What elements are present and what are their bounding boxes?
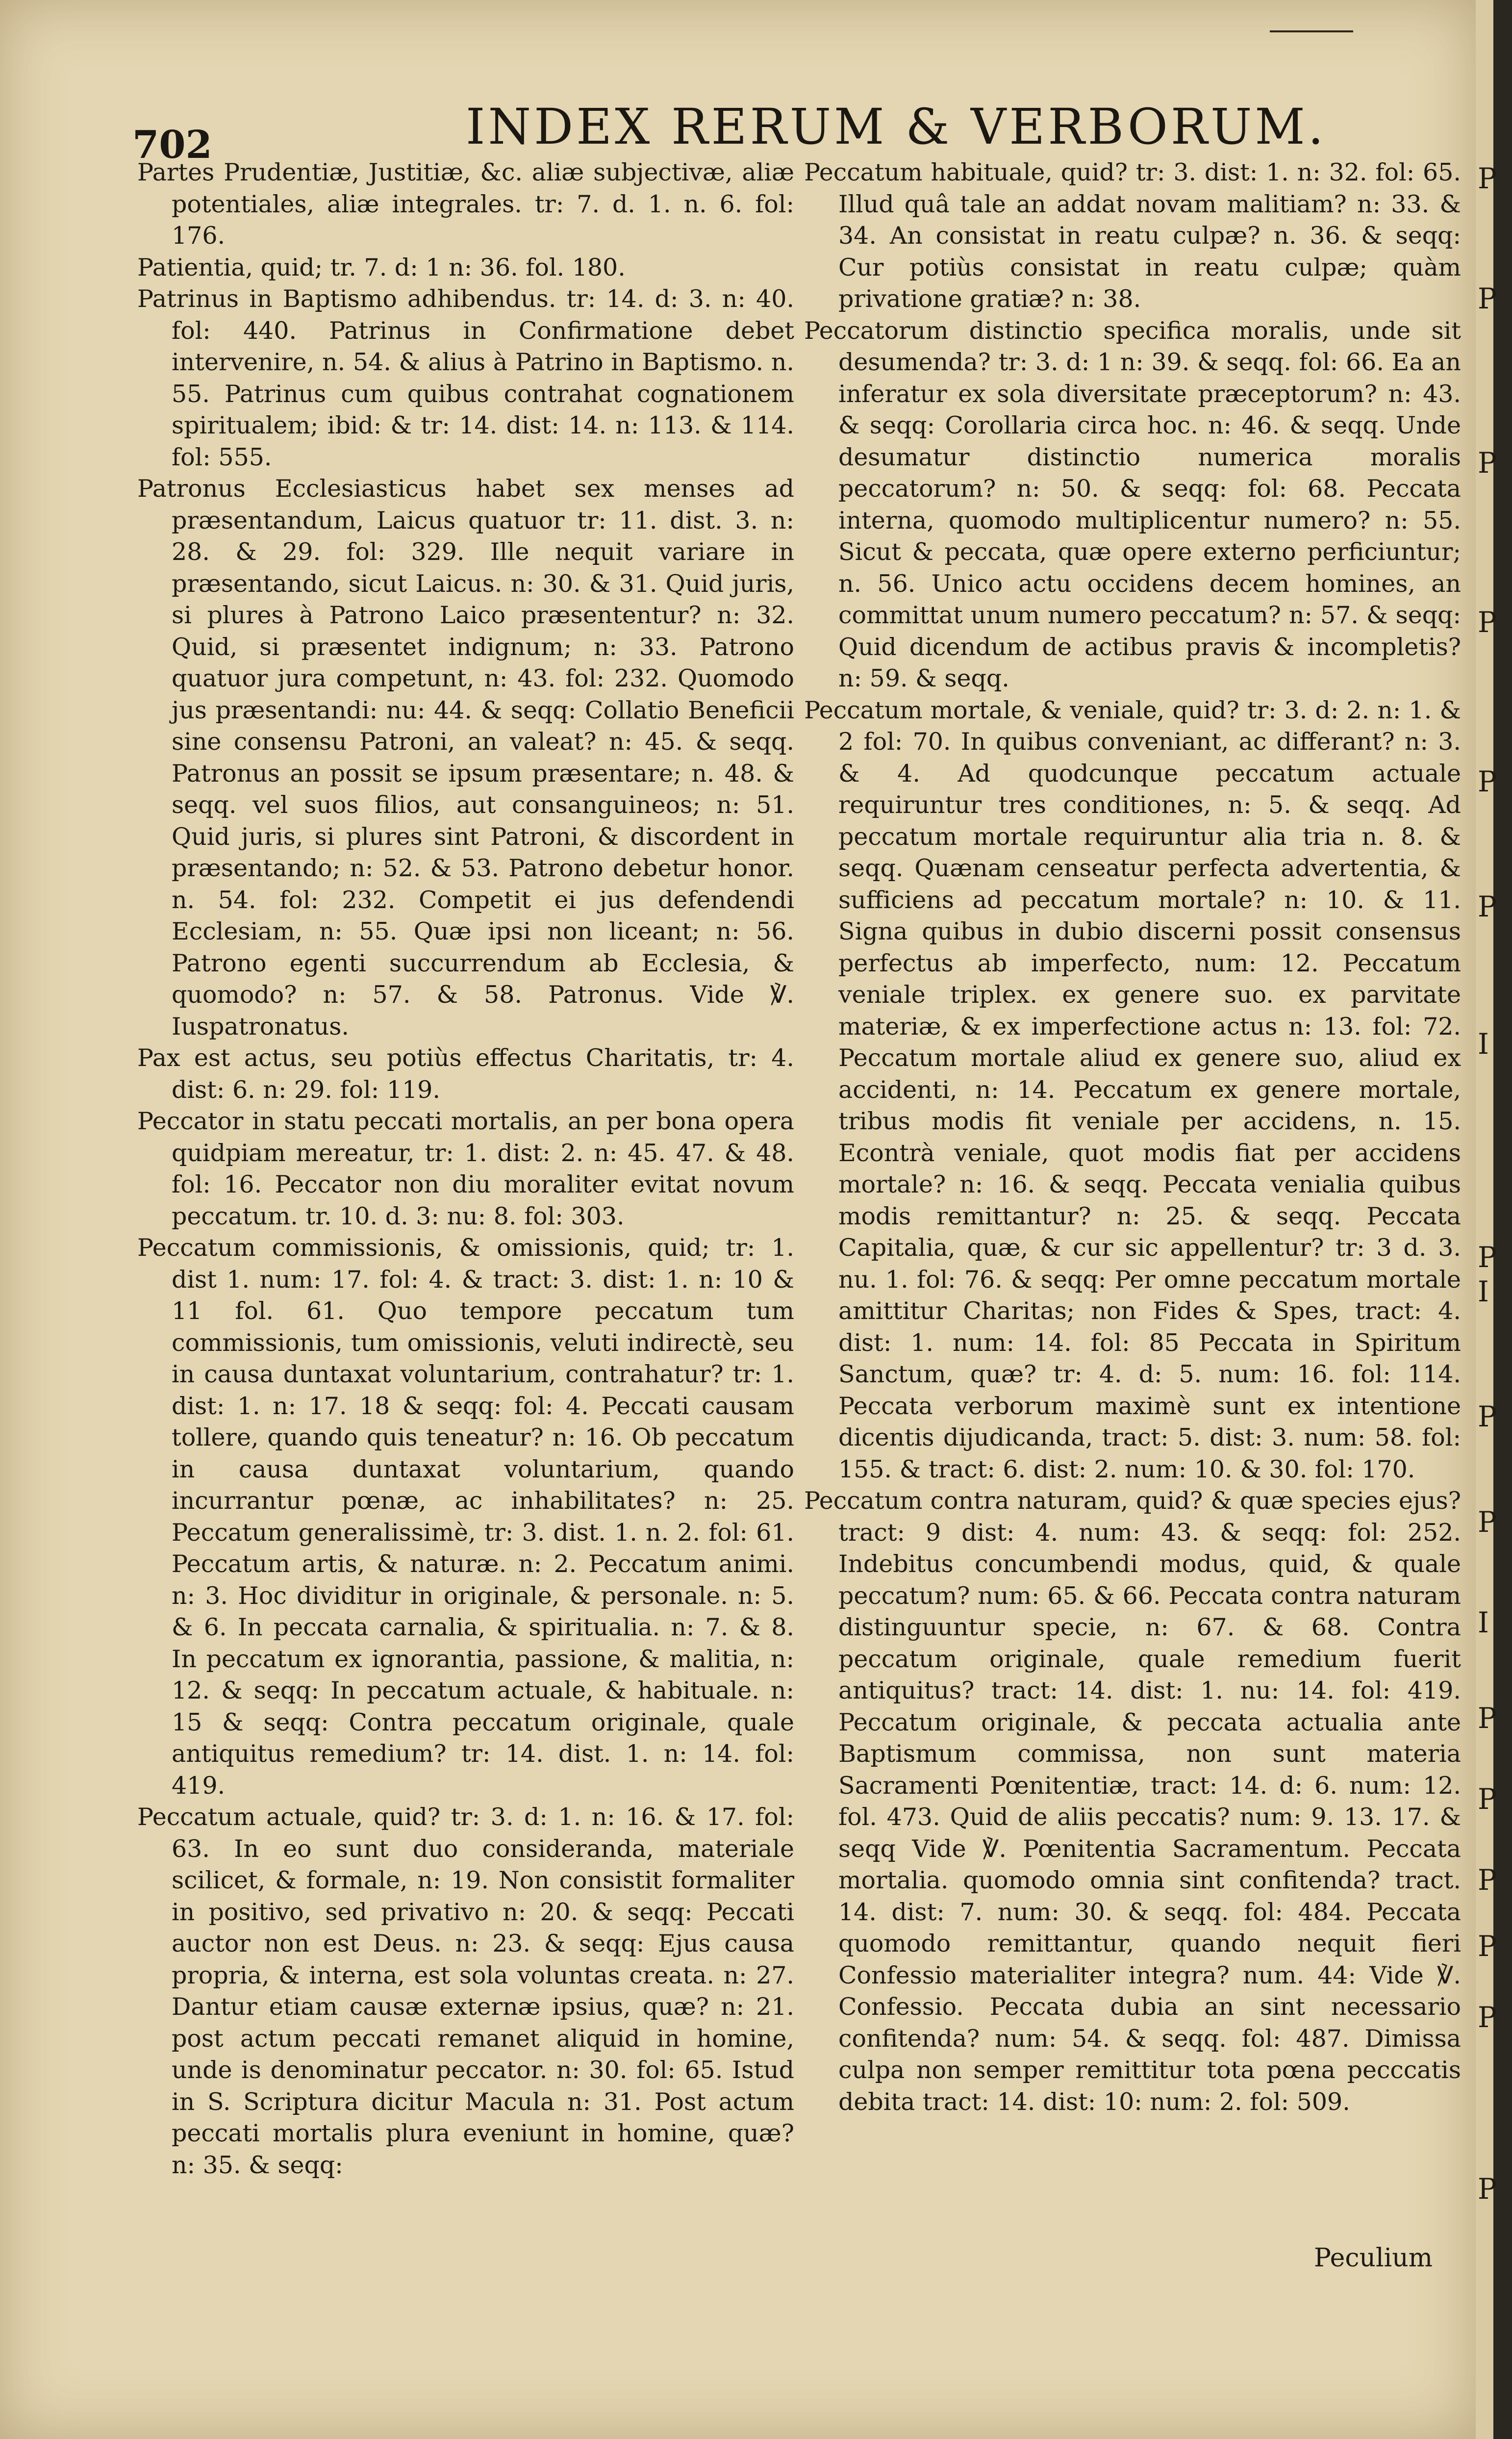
index-entry: Peccatum commissionis, & omissionis, quid; tr: 1. dist 1. num: 17. fol: 4. & tract: 3. dist: 1. n: 10 & 11 fol. 61. Quo tempore peccatum tum commissionis, tum omissionis, veluti indirectè, seu in causa duntaxat voluntarium, contrahatur? tr: 1. dist: 1. n: 17. 18 & seqq: fol: 4. Peccati causam tollere, quando quis teneatur? n: 16. Ob peccatum in causa duntaxat voluntarium, quando incurrantur pœnæ, ac inhabilitates? n: 25. Peccatum generalissimè, tr: 3. dist. 1. n. 2. fol: 61. Peccatum artis, & naturæ. n: 2. Peccatum animi. n: 3. Hoc dividitur in originale, & personale. n: 5. & 6. In peccata carnalia, & spiritualia. n: 7. & 8. In peccatum ex ignorantia, passione, & malitia, n: 12. & seqq: In peccatum actuale, & habituale. n: 15 & seqq: Contra peccatum originale, quale antiquitus remedium? tr: 14. dist. 1. n: 14. fol: 419. — [137, 1234, 794, 1800]
left-column — [137, 157, 794, 2181]
edge-letter: P — [1478, 282, 1497, 315]
edge-letter: I — [1478, 1606, 1489, 1639]
edge-letter: P — [1478, 606, 1497, 639]
index-entry: Peccatum habituale, quid? tr: 3. dist: 1. n: 32. fol: 65. Illud quâ tale an addat novam malitiam? n: 33. & 34. An consistat in reatu culpæ? n. 36. & seqq: Cur potiùs consistat in reatu culpæ; quàm privatione gratiæ? n: 38. — [804, 158, 1461, 313]
index-entry: Peccatum actuale, quid? tr: 3. d: 1. n: 16. & 17. fol: 63. In eo sunt duo consideranda, materiale scilicet, & formale, n: 19. Non consistit formaliter in positivo, sed privativo n: 20. & seqq: Peccati auctor non est Deus. n: 23. & seqq: Ejus causa propria, & interna, est sola voluntas creata. n: 27. Dantur etiam causæ externæ ipsius, quæ? n: 21. post actum peccati remanet aliquid in homine, unde is denominatur peccator. n: 30. fol: 65. Istud in S. Scriptura dicitur Macula n: 31. Post actum peccati mortalis plura eveniunt in homine, quæ? n: 35. & seqq: — [137, 1803, 794, 2179]
edge-letter: P — [1478, 1930, 1497, 1963]
index-entry: Patronus Ecclesiasticus habet sex menses ad præsentandum, Laicus quatuor tr: 11. dist. 3. n: 28. & 29. fol: 329. Ille nequit variare in præsentando, sicut Laicus. n: 30. & 31. Quid juris, si plures à Patrono Laico præsententur? n: 32. Quid, si præsentet indignum; n: 33. Patrono quatuor jura competunt, n: 43. fol: 232. Quomodo jus præsentandi: nu: 44. & seqq: Collatio Beneficii sine consensu Patroni, an valeat? n: 45. & seqq. Patronus an possit se ipsum præsentare; n. 48. & seqq. vel suos filios, aut consanguineos; n: 51. Quid juris, si plures sint Patroni, & discordent in præsentando; n: 52. & 53. Patrono debetur honor. n. 54. fol: 232. Competit ei jus defendendi Ecclesiam, n: 55. Quæ ipsi non liceant; n: 56. Patrono egenti succurrendum ab Ecclesia, & quomodo? n: 57. & 58. Patronus. Vide ℣. Iuspatronatus. — [137, 475, 794, 1041]
right-column — [804, 157, 1461, 2118]
next-page-margin — [1476, 0, 1497, 2439]
index-entry: Peccatum mortale, & veniale, quid? tr: 3. d: 2. n: 1. & 2 fol: 70. In quibus conveniant, ac differant? n: 3. & 4. Ad quodcunque peccatum actuale requiruntur tres conditiones, n: 5. & seqq. Ad peccatum mortale requiruntur alia tria n. 8. & seqq. Quænam censeatur perfecta advertentia, & sufficiens ad peccatum mortale? n: 10. & 11. Signa quibus in dubio discerni possit consensus perfectus ab imperfecto, num: 12. Peccatum veniale triplex. ex genere suo. ex parvitate materiæ, & ex imperfectione actus n: 13. fol: 72. Peccatum mortale aliud ex genere suo, aliud ex accidenti, n: 14. Peccatum ex genere mortale, tribus modis fit veniale per accidens, n. 15. Econtrà veniale, quot modis fiat per accidens mortale? n: 16. & seqq. Peccata venialia quibus modis remittantur? n: 25. & seqq. Peccata Capitalia, quæ, & cur sic appellentur? tr: 3 d. 3. nu. 1. fol: 76. & seqq: Per omne peccatum mortale amittitur Charitas; non Fides & Spes, tract: 4. dist: 1. num: 14. fol: 85 Peccata in Spiritum Sanctum, quæ? tr: 4. d: 5. num: 16. fol: 114. Peccata verborum maximè sunt ex intentione dicentis dijudicanda, tract: 5. dist: 3. num: 58. fol: 155. & tract: 6. dist: 2. num: 10. & 30. fol: 170. — [804, 696, 1461, 1483]
edge-letter: P — [1478, 1505, 1497, 1539]
next-page-edge — [1476, 0, 1512, 2439]
index-entry: Patientia, quid; tr. 7. d: 1 n: 36. fol. 180. — [137, 253, 626, 281]
edge-letter: P — [1478, 1702, 1497, 1735]
index-entry: Partes Prudentiæ, Justitiæ, &c. aliæ subjectivæ, aliæ potentiales, aliæ integrales. tr: 7. d. 1. n. 6. fol: 176. — [137, 158, 794, 250]
index-entry: Peccator in statu peccati mortalis, an per bona opera quidpiam mereatur, tr: 1. dist: 2. n: 45. 47. & 48. fol: 16. Peccator non diu moraliter evitat novum peccatum. tr. 10. d. 3: nu: 8. fol: 303. — [137, 1107, 794, 1230]
edge-letter: P — [1478, 162, 1497, 195]
edge-letter: P — [1478, 1782, 1497, 1816]
edge-letter: P — [1478, 1241, 1497, 1274]
index-entry: Peccatum contra naturam, quid? & quæ species ejus? tract: 9 dist: 4. num: 43. & seqq: fol: 252. Indebitus concumbendi modus, quid, & quale peccatum? num: 65. & 66. Peccata contra naturam distinguuntur specie, n: 67. & 68. Contra peccatum originale, quale remedium fuerit antiquitus? tract: 14. dist: 1. nu: 14. fol: 419. Peccatum originale, & peccata actualia ante Baptismum commissa, non sunt materia Sacramenti Pœnitentiæ, tract: 14. d: 6. num: 12. fol. 473. Quid de aliis peccatis? num: 9. 13. 17. & seqq Vide ℣. Pœnitentia Sacramentum. Peccata mortalia. quomodo omnia sint confitenda? tract. 14. dist: 7. num: 30. & seqq. fol: 484. Peccata quomodo remittantur, quando nequit fieri Confessio materialiter integra? num. 44: Vide ℣. Confessio. Peccata dubia an sint necessario confitenda? num: 54. & seqq. fol: 487. Dimissa culpa non semper remittitur tota pœna pecccatis debita tract: 14. dist: 10: num: 2. fol: 509. — [804, 1487, 1461, 2116]
index-entry: Patrinus in Baptismo adhibendus. tr: 14. d: 3. n: 40. fol: 440. Patrinus in Confirmatione debet intervenire, n. 54. & alius à Patrino in Baptismo. n. 55. Patrinus cum quibus contrahat cognationem spiritualem; ibid: & tr: 14. dist: 14. n: 113. & 114. fol: 555. — [137, 285, 794, 471]
edge-letter: P — [1478, 890, 1497, 923]
index-entry: Pax est actus, seu potiùs effectus Charitatis, tr: 4. dist: 6. n: 29. fol: 119. — [137, 1044, 794, 1104]
edge-letter: P — [1478, 1400, 1497, 1433]
edge-letter: I — [1478, 1027, 1489, 1061]
edge-letter: P — [1478, 1863, 1497, 1897]
edge-letter: I — [1478, 1275, 1489, 1308]
edge-letter: P — [1478, 765, 1497, 798]
edge-letter: P — [1478, 2172, 1497, 2206]
page-number: 702 — [132, 123, 212, 167]
running-title: INDEX RERUM & VERBORUM. — [466, 98, 1327, 155]
index-entry: Peccatorum distinctio specifica moralis, unde sit desumenda? tr: 3. d: 1 n: 39. & seqq. fol: 66. Ea an inferatur ex sola diversitate præceptorum? n: 43. & seqq: Corollaria circa hoc. n: 46. & seqq. Unde desumatur distinctio numerica moralis peccatorum? n: 50. & seqq: fol: 68. Peccata interna, quomodo multiplicentur numero? n: 55. Sicut & peccata, quæ opere externo perficiuntur; n. 56. Unico actu occidens decem homines, an committat unum numero peccatum? n: 57. & seqq: Quid dicendum de actibus pravis & incompletis? n: 59. & seqq. — [804, 316, 1461, 692]
catchword: Peculium — [1314, 2243, 1433, 2273]
edge-letter: P — [1478, 2001, 1497, 2034]
edge-letter: P — [1478, 446, 1497, 480]
page-header — [0, 98, 1476, 167]
top-rule — [1270, 30, 1353, 32]
